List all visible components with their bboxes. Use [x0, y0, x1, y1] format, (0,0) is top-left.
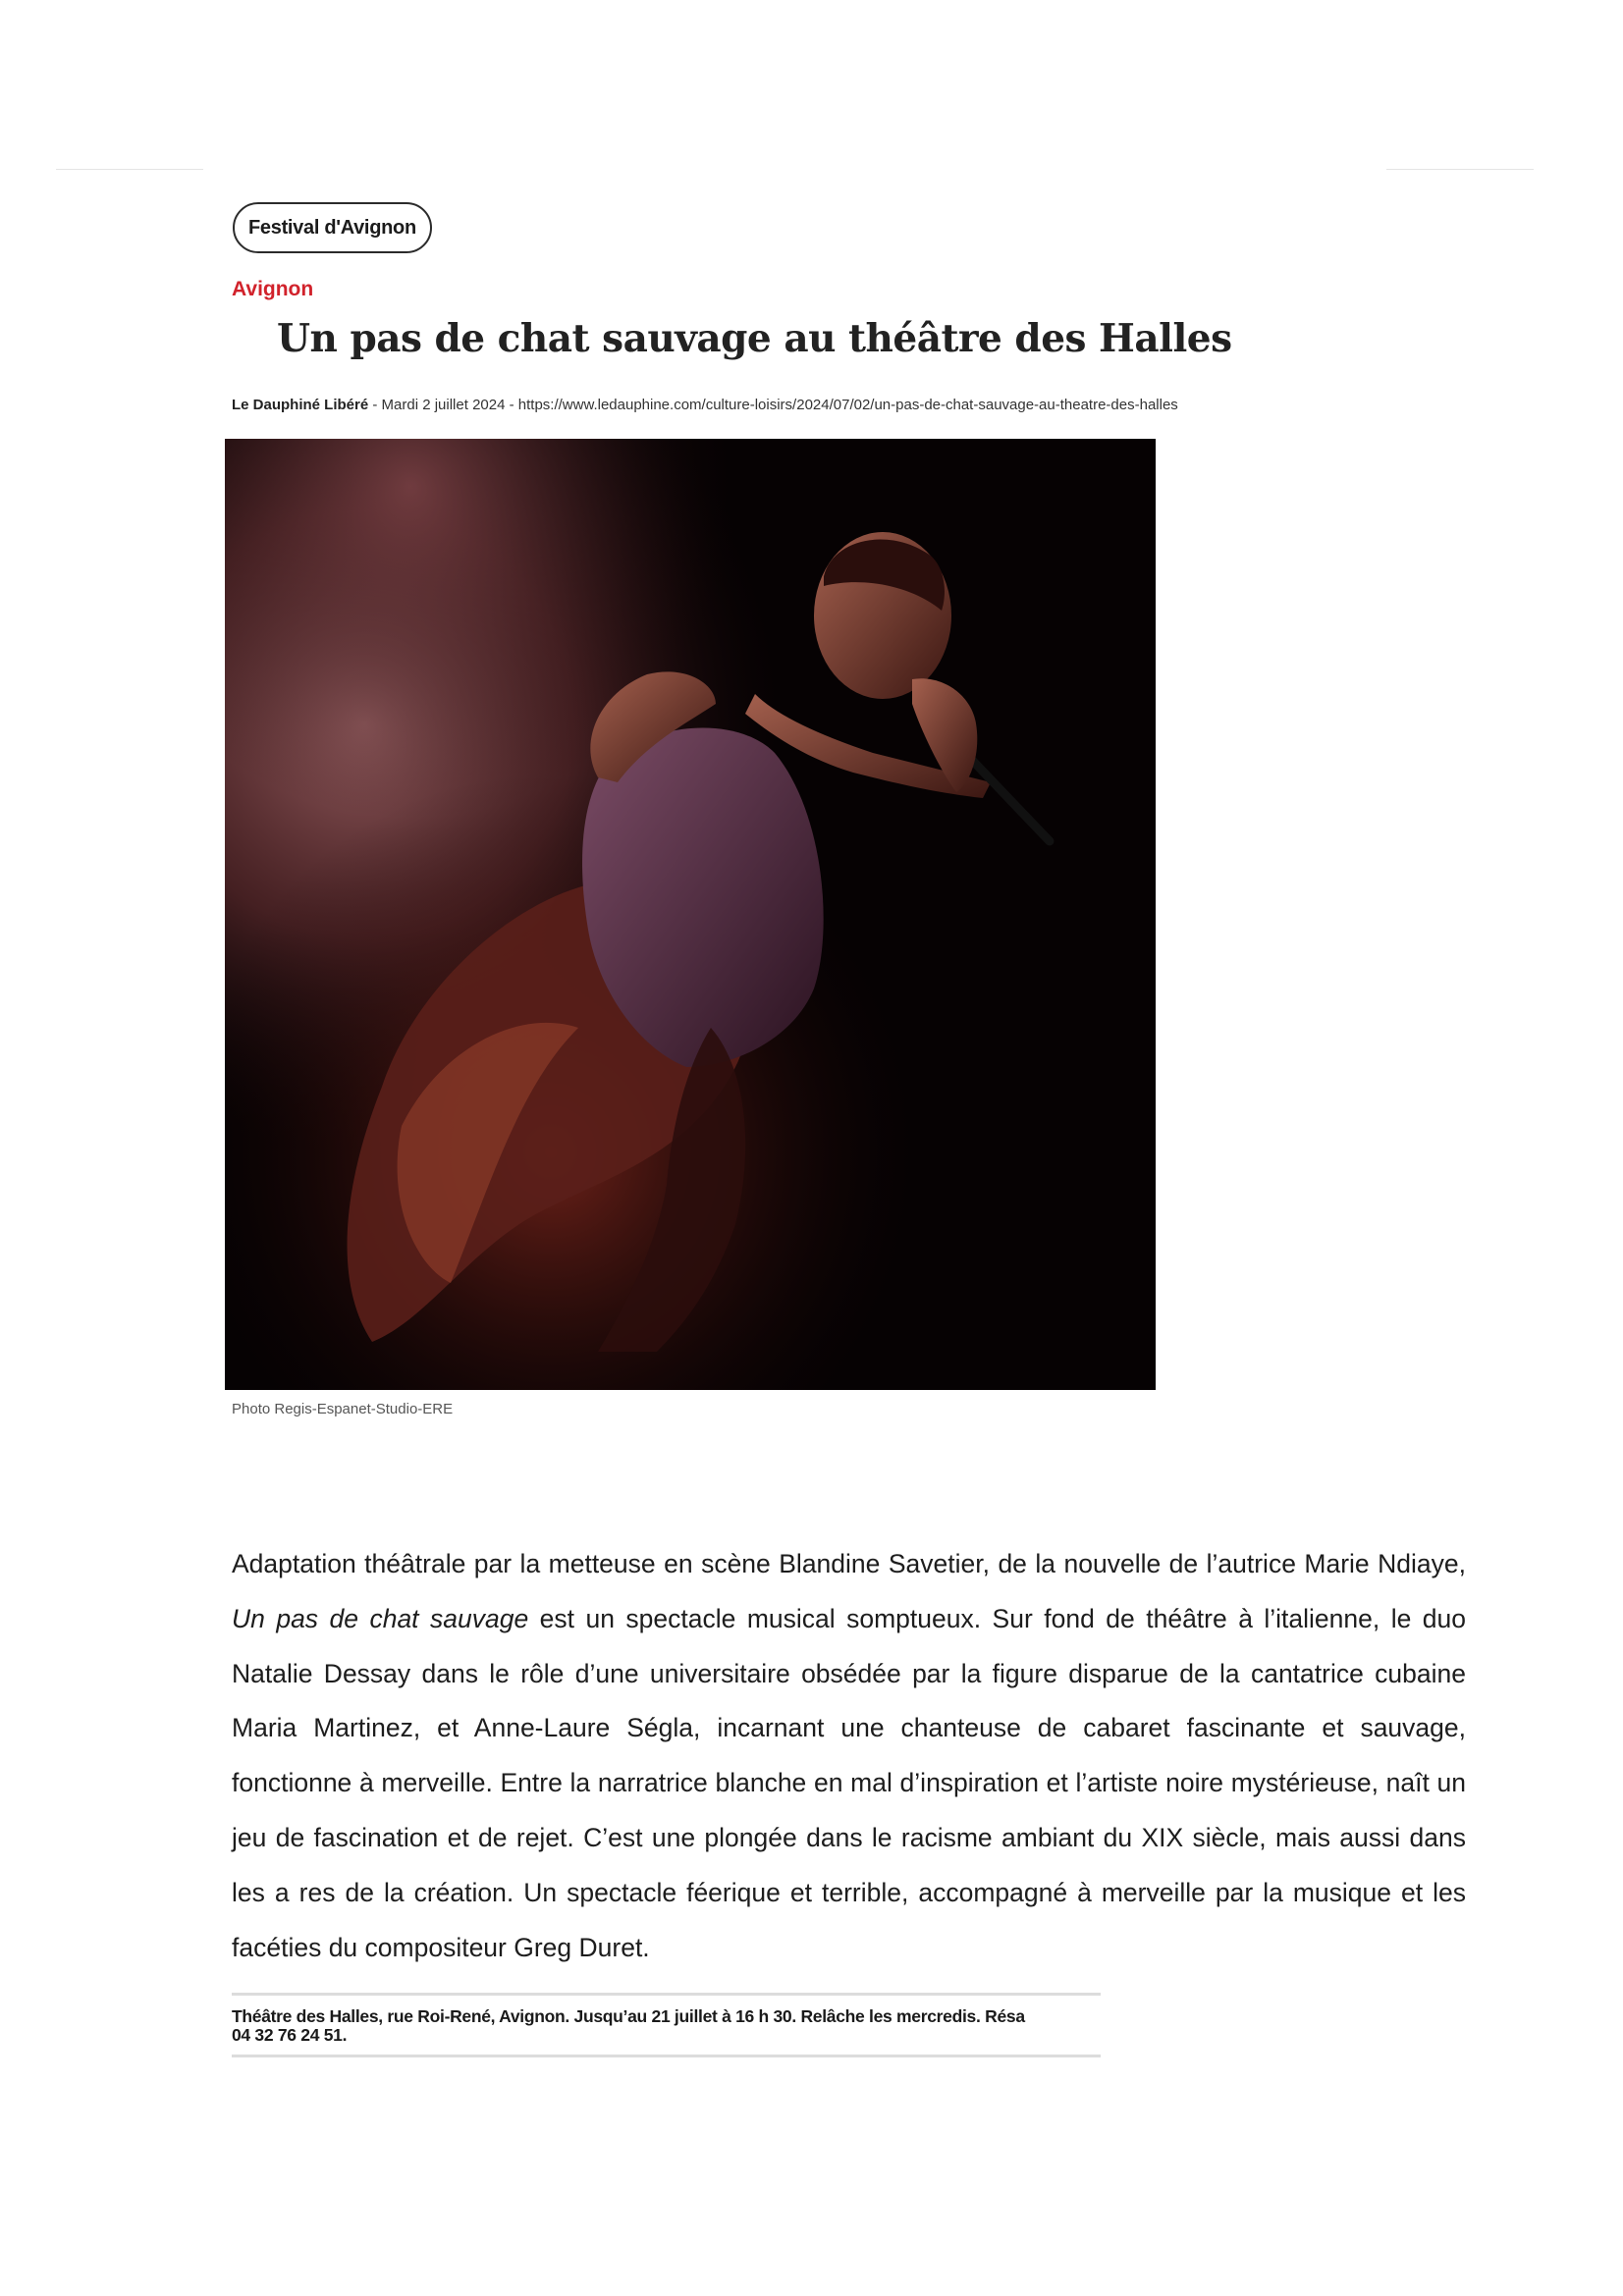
festival-badge: Festival d'Avignon — [233, 202, 432, 253]
article-source: Le Dauphiné Libéré — [232, 397, 369, 413]
article-meta — [232, 397, 1178, 413]
photo-caption: Photo Regis-Espanet-Studio-ERE — [232, 1401, 454, 1417]
article-title: Un pas de chat sauvage au théâtre des Halles — [277, 316, 1232, 361]
article-body — [232, 1537, 1466, 1975]
section-label: Avignon — [232, 278, 314, 300]
article-date-url: - Mardi 2 juillet 2024 - https://www.ledauphine.com/culture-loisirs/2024/07/02/un-pas-de-chat-sauvage-au-theatre-des-halles — [368, 397, 1178, 413]
article-photo — [225, 439, 1156, 1390]
top-left-rule — [56, 169, 203, 170]
practical-info: Théâtre des Halles, rue Roi-René, Avignon. Jusqu’au 21 juillet à 16 h 30. Relâche les mercredis. Résa 04 32 76 24 51. — [232, 2006, 1025, 2045]
article-body-part2: est un spectacle musical somptueux. Sur fond de théâtre à l’italienne, le duo Natalie Dessay dans le rôle d’une universitaire obsédée par la ﬁgure disparue de la cantatrice cubaine Maria Martinez, et Anne-Laure Ségla, incarnant une chanteuse de cabaret fascinante et sauvage, fonctionne à merveille. Entre la narratrice blanche en mal d’inspiration et l’artiste noire mystérieuse, naît un jeu de fascination et de rejet. C’est une plongée dans le racisme ambiant du XIX siècle, mais aussi dans les a res de la création. Un spectacle féerique et terrible, accompagné à merveille par la musique et les facéties du compositeur Greg Duret. — [232, 1603, 1467, 1962]
show-title-italic: Un pas de chat sauvage — [232, 1603, 529, 1633]
info-top-divider — [232, 1993, 1101, 1996]
performer-photo-illustration — [225, 439, 1156, 1390]
article-body-part1: Adaptation théâtrale par la metteuse en scène Blandine Savetier, de la nouvelle de l’autrice Marie Ndiaye, — [232, 1549, 1466, 1578]
info-bottom-divider — [232, 2055, 1101, 2057]
top-right-rule — [1386, 169, 1534, 170]
